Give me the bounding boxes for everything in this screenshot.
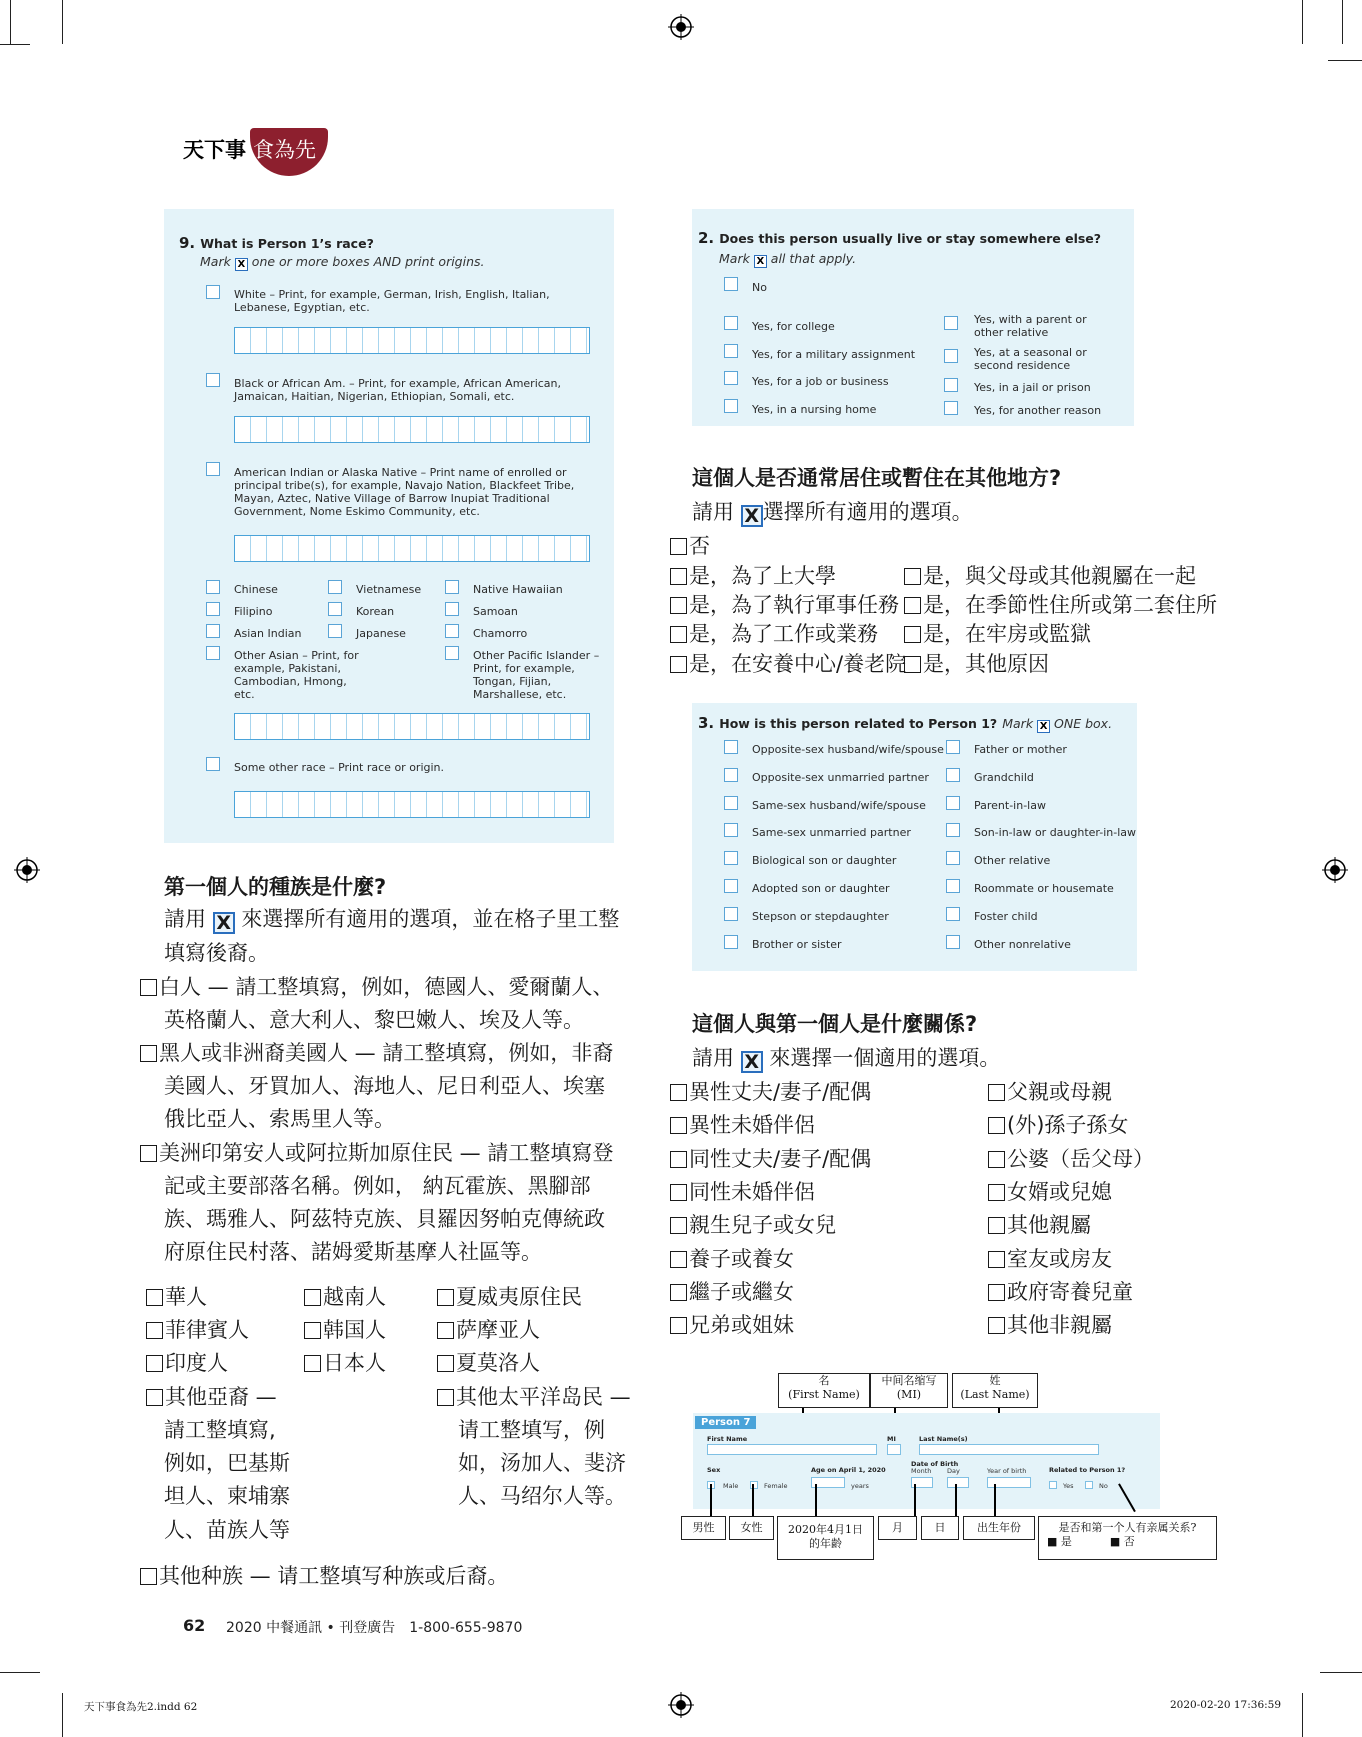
label-middle-initial: 中间名缩写 (MI): [870, 1373, 948, 1408]
checkbox-icon[interactable]: [988, 1217, 1005, 1234]
checkbox-icon[interactable]: [140, 1568, 157, 1585]
crop-mark: [0, 44, 30, 45]
checkbox-relationship[interactable]: [724, 823, 738, 837]
checkbox-icon[interactable]: [437, 1355, 454, 1372]
q2-zh-no: 否: [670, 530, 710, 560]
checkbox-icon[interactable]: [904, 656, 921, 673]
checkbox-relationship[interactable]: [724, 740, 738, 754]
q9-zh-other-asian: 其他亞裔 —: [146, 1381, 277, 1411]
q9-zh-option-black: 黑人或非洲裔美國人 — 請工整填寫，例如，非裔: [140, 1037, 613, 1067]
q2-zh-nursing: 是，在安養中心/養老院: [670, 648, 906, 678]
checkbox-icon[interactable]: [988, 1117, 1005, 1134]
option-korean: Korean: [356, 605, 395, 618]
arrow-icon: [815, 1484, 817, 1516]
registration-mark-icon: [1322, 857, 1348, 883]
day-input[interactable]: [947, 1477, 969, 1488]
q3-zh-option: 異性未婚伴侶: [670, 1109, 815, 1139]
question-number: 2.: [698, 229, 715, 247]
option-black: Black or African Am. – Print, for example, African American, Jamaican, Haitian, Nigerian, Ethiopian, Somali, etc.: [234, 377, 562, 403]
checkbox-icon[interactable]: [670, 1251, 687, 1268]
q3-zh-option: 養子或養女: [670, 1243, 794, 1273]
checkbox-relationship[interactable]: [946, 879, 960, 893]
q3-zh-option: 政府寄養兒童: [988, 1276, 1133, 1306]
q9-census-form: [164, 209, 614, 843]
option-college: Yes, for college: [752, 320, 835, 333]
option-relationship: Stepson or stepdaughter: [752, 909, 889, 923]
option-no: No: [752, 281, 767, 294]
checkbox-samoan[interactable]: [445, 602, 459, 616]
checkbox-relationship[interactable]: [946, 768, 960, 782]
q2-zh-college: 是，為了上大學: [670, 560, 836, 590]
arrow-icon: [994, 1484, 996, 1516]
checkbox-relationship[interactable]: [724, 879, 738, 893]
q2-zh-instruction: 請用 X 選擇所有適用的選項。: [692, 500, 973, 527]
checkbox-japanese[interactable]: [328, 624, 342, 638]
checkbox-korean[interactable]: [328, 602, 342, 616]
label-female: 女性: [729, 1516, 774, 1540]
label-month: 月: [878, 1516, 917, 1540]
question-instruction: Mark X one or more boxes AND print origins.: [200, 254, 485, 270]
checkbox-relationship[interactable]: [724, 796, 738, 810]
checkbox-relationship[interactable]: [724, 907, 738, 921]
q3-zh-option: (外)孫子孫女: [988, 1109, 1128, 1139]
x-mark-icon: X: [235, 258, 248, 271]
label-age: 2020年4月1日 的年齡: [777, 1516, 874, 1560]
checkbox-military[interactable]: [724, 344, 738, 358]
q3-zh-option: 異性丈夫/妻子/配偶: [670, 1076, 871, 1106]
arrow-icon: [752, 1484, 754, 1516]
checkbox-icon[interactable]: [140, 979, 157, 996]
q9-zh-japanese: 日本人: [304, 1347, 386, 1377]
checkbox-icon[interactable]: [437, 1322, 454, 1339]
q9-zh-instruction: 請用 X 來選擇所有適用的選項，並在格子里工整: [164, 907, 620, 934]
option-relationship: Foster child: [974, 909, 1038, 923]
checkbox-filipino[interactable]: [206, 602, 220, 616]
option-japanese: Japanese: [356, 627, 406, 640]
checkbox-icon[interactable]: [988, 1284, 1005, 1301]
checkbox-icon[interactable]: [304, 1322, 321, 1339]
option-relationship: Parent-in-law: [974, 798, 1046, 812]
checkbox-icon[interactable]: [988, 1184, 1005, 1201]
option-asian-indian: Asian Indian: [234, 627, 302, 640]
checkbox-relationship[interactable]: [946, 907, 960, 921]
q2-zh-jail: 是，在牢房或監獄: [904, 618, 1091, 648]
q9-zh-option-aian: 美洲印第安人或阿拉斯加原住民 — 請工整填寫登: [140, 1137, 613, 1167]
checkbox-icon[interactable]: [904, 568, 921, 585]
crop-mark: [62, 0, 63, 44]
checkbox-icon[interactable]: [437, 1289, 454, 1306]
option-relationship: Grandchild: [974, 770, 1034, 784]
option-nursing: Yes, in a nursing home: [752, 403, 877, 416]
checkbox-icon[interactable]: [304, 1355, 321, 1372]
q2-census-form: [692, 209, 1134, 426]
checkbox-relationship[interactable]: [946, 740, 960, 754]
checkbox-nursing[interactable]: [724, 399, 738, 413]
mi-input[interactable]: [887, 1444, 901, 1455]
checkbox-relationship[interactable]: [946, 823, 960, 837]
option-other-race: Some other race – Print race or origin.: [234, 761, 445, 774]
option-relationship: Son-in-law or daughter-in-law: [974, 826, 1136, 840]
option-other-reason: Yes, for another reason: [974, 404, 1102, 417]
checkbox-icon[interactable]: [670, 1317, 687, 1334]
checkbox-college[interactable]: [724, 316, 738, 330]
checkbox-icon[interactable]: [904, 626, 921, 643]
checkbox-icon[interactable]: [904, 597, 921, 614]
checkbox-no[interactable]: [724, 277, 738, 291]
option-relationship: Other relative: [974, 854, 1051, 868]
q9-zh-option-white: 白人 — 請工整填寫，例如，德國人、愛爾蘭人、: [140, 971, 613, 1001]
q9-zh-filipino: 菲律賓人: [146, 1314, 249, 1344]
option-job: Yes, for a job or business: [752, 375, 889, 388]
checkbox-asian-indian[interactable]: [206, 624, 220, 638]
q3-zh-option: 繼子或繼女: [670, 1276, 794, 1306]
question-number: 3.: [698, 714, 715, 732]
option-relationship: Same-sex unmarried partner: [752, 826, 911, 840]
checkbox-relationship[interactable]: [946, 796, 960, 810]
checkbox-icon[interactable]: [140, 1145, 157, 1162]
checkbox-icon[interactable]: [146, 1389, 163, 1406]
arrow-icon: [914, 1484, 916, 1516]
footer-text: 2020 中餐通訊 • 刊登廣告 1-800-655-9870: [226, 1620, 523, 1636]
option-relationship: Adopted son or daughter: [752, 882, 890, 895]
crop-mark: [10, 0, 11, 44]
q2-zh-parent: 是，與父母或其他親屬在一起: [904, 560, 1196, 590]
section-title-accent: 食為先: [253, 138, 316, 162]
checkbox-chinese[interactable]: [206, 580, 220, 594]
q3-zh-option: 同性丈夫/妻子/配偶: [670, 1143, 871, 1173]
checkbox-jail[interactable]: [944, 378, 958, 392]
q3-zh-title: 這個人與第一個人是什麼關係?: [692, 1012, 978, 1036]
q2-zh-seasonal: 是，在季節性住所或第二套住所: [904, 589, 1217, 619]
checkbox-icon[interactable]: [670, 626, 687, 643]
writein-asian-pacific[interactable]: [234, 713, 590, 740]
checkbox-icon[interactable]: [670, 1184, 687, 1201]
writein-white[interactable]: [234, 327, 590, 354]
option-filipino: Filipino: [234, 605, 273, 618]
q3-zh-option: 其他親屬: [988, 1209, 1091, 1239]
question-number: 9.: [179, 234, 196, 252]
checkbox-icon[interactable]: [670, 1117, 687, 1134]
q9-zh-other-pacific: 其他太平洋岛民 —: [437, 1381, 631, 1411]
question-instruction: Mark X all that apply.: [719, 251, 857, 267]
q3-census-form: 3. How is this person related to Person 1? Mark X ONE box. Opposite-sex husband/wife/spouse Opposite-sex unmarried partner Same-sex husband/wife/spouse Same-sex unmarried partner Biological son or daughter Adopted son or daughter Stepson or stepdaughter Brother or sister Father or mother Grandchild Parent-in-law Son-in-law or daughter-in-law Other relative Roommate or housemate Foster child Other nonrelative: [692, 703, 1137, 971]
checkbox-white[interactable]: [206, 285, 220, 299]
checkbox-icon[interactable]: [437, 1389, 454, 1406]
person7-form: Person 7 First Name MI Last Name(s) Sex Male Female Age on April 1, 2020 years Date of Birth Month Day Year of birth Related to Person 1? Yes No: [693, 1413, 1160, 1509]
q9-zh-chinese: 華人: [146, 1281, 207, 1311]
option-other-asian: Other Asian – Print, for example, Pakistani, Cambodian, Hmong, etc.: [234, 649, 359, 701]
checkbox-native-hawaiian[interactable]: [445, 580, 459, 594]
option-native-hawaiian: Native Hawaiian: [473, 583, 563, 596]
option-relationship: Same-sex husband/wife/spouse: [752, 798, 926, 812]
checkbox-icon[interactable]: [304, 1289, 321, 1306]
checkbox-icon[interactable]: [146, 1289, 163, 1306]
crop-mark: [1328, 60, 1362, 61]
writein-black[interactable]: [234, 416, 590, 443]
option-relationship: Biological son or daughter: [752, 854, 897, 868]
checkbox-icon[interactable]: [670, 568, 687, 585]
checkbox-other-pacific[interactable]: [445, 646, 459, 660]
checkbox-icon[interactable]: [146, 1322, 163, 1339]
q3-zh-option: 同性未婚伴侶: [670, 1176, 815, 1206]
option-relationship: Opposite-sex husband/wife/spouse: [752, 743, 944, 756]
checkbox-other-race[interactable]: [206, 757, 220, 771]
x-mark-icon: X: [213, 912, 235, 934]
q3-zh-option: 女婿或兒媳: [988, 1176, 1112, 1206]
q9-zh-vietnamese: 越南人: [304, 1281, 386, 1311]
first-name-input[interactable]: [707, 1444, 877, 1455]
q3-zh-option: 父親或母親: [988, 1076, 1112, 1106]
option-chamorro: Chamorro: [473, 627, 528, 640]
option-aian: American Indian or Alaska Native – Print name of enrolled or principal tribe(s), for example, Navajo Nation, Blackfeet Tribe, Mayan, Aztec, Native Village of Barrow Inupiat Traditional Government, Nome Eskimo Community, etc.: [234, 466, 575, 518]
checkbox-other-reason[interactable]: [944, 401, 958, 415]
q2-zh-other: 是，其他原因: [904, 648, 1049, 678]
checkbox-icon[interactable]: [140, 1045, 157, 1062]
option-relationship: Brother or sister: [752, 937, 842, 951]
registration-mark-icon: [14, 857, 40, 883]
checkbox-relationship[interactable]: [946, 935, 960, 949]
crop-mark: [1342, 0, 1343, 44]
checkbox-icon[interactable]: [670, 1084, 687, 1101]
checkbox-black[interactable]: [206, 373, 220, 387]
label-male: 男性: [681, 1516, 726, 1540]
x-mark-icon: X: [754, 255, 767, 268]
checkbox-icon[interactable]: [988, 1317, 1005, 1334]
x-mark-icon: X: [741, 1051, 763, 1073]
crop-mark: [1302, 1693, 1303, 1737]
checkbox-icon[interactable]: [670, 1284, 687, 1301]
label-day: 日: [921, 1516, 959, 1540]
q2-zh-job: 是，為了工作或業務: [670, 618, 878, 648]
crop-mark: [1302, 0, 1303, 44]
q3-zh-option: 其他非親屬: [988, 1309, 1112, 1339]
label-first-name: 名 (First Name): [778, 1373, 870, 1408]
checkbox-icon[interactable]: [988, 1151, 1005, 1168]
option-relationship: Father or mother: [974, 743, 1067, 756]
slug-filename: 天下事食為先2.indd 62: [84, 1701, 198, 1713]
option-jail: Yes, in a jail or prison: [974, 381, 1091, 394]
q9-zh-chamorro: 夏莫洛人: [437, 1347, 540, 1377]
crop-mark: [62, 1693, 63, 1737]
registration-mark-icon: [668, 14, 694, 40]
checkbox-icon[interactable]: [670, 656, 687, 673]
checkbox-seasonal[interactable]: [944, 349, 958, 363]
checkbox-yes[interactable]: [1049, 1481, 1057, 1489]
checkbox-icon[interactable]: [670, 597, 687, 614]
q3-zh-option: 親生兒子或女兒: [670, 1209, 836, 1239]
x-mark-icon: X: [1037, 720, 1050, 733]
option-parent: Yes, with a parent or other relative: [974, 313, 1087, 339]
checkbox-relationship[interactable]: [946, 851, 960, 865]
q3-zh-option: 室友或房友: [988, 1243, 1112, 1273]
page-number: 62: [183, 1616, 206, 1635]
label-birth-year: 出生年份: [963, 1516, 1035, 1540]
checkbox-icon[interactable]: [146, 1355, 163, 1372]
option-relationship: Other nonrelative: [974, 937, 1071, 951]
q9-zh-korean: 韩国人: [304, 1314, 386, 1344]
option-military: Yes, for a military assignment: [752, 348, 916, 361]
q2-zh-title: 這個人是否通常居住或暫住在其他地方?: [692, 466, 1062, 490]
checkbox-icon[interactable]: [670, 1151, 687, 1168]
option-samoan: Samoan: [473, 605, 518, 618]
question-title: Does this person usually live or stay somewhere else?: [719, 231, 1102, 246]
question-title: How is this person related to Person 1?: [719, 716, 998, 731]
q9-zh-title: 第一個人的種族是什麼?: [164, 875, 387, 899]
question-title: What is Person 1’s race?: [200, 236, 374, 251]
checkbox-chamorro[interactable]: [445, 624, 459, 638]
checkbox-job[interactable]: [724, 371, 738, 385]
checkbox-icon[interactable]: [670, 538, 687, 555]
slug-timestamp: 2020-02-20 17:36:59: [1170, 1699, 1282, 1711]
last-name-input[interactable]: [919, 1444, 1099, 1455]
q9-zh-instruction-cont: 填寫後裔。: [164, 941, 269, 965]
writein-other-race[interactable]: [234, 791, 590, 818]
q2-zh-military: 是，為了執行軍事任務: [670, 589, 899, 619]
checkbox-relationship[interactable]: [724, 768, 738, 782]
crop-mark: [0, 1672, 40, 1673]
checkbox-other-asian[interactable]: [206, 646, 220, 660]
option-seasonal: Yes, at a seasonal or second residence: [974, 346, 1087, 372]
option-relationship: Roommate or housemate: [974, 882, 1114, 895]
option-other-pacific: Other Pacific Islander – Print, for example, Tongan, Fijian, Marshallese, etc.: [473, 649, 600, 701]
arrow-icon: [955, 1484, 957, 1516]
checkbox-icon[interactable]: [670, 1217, 687, 1234]
checkbox-vietnamese[interactable]: [328, 580, 342, 594]
q3-zh-option: 兄弟或姐妹: [670, 1309, 794, 1339]
x-mark-icon: X: [741, 505, 763, 527]
q9-zh-asian-indian: 印度人: [146, 1347, 228, 1377]
option-relationship: Opposite-sex unmarried partner: [752, 770, 929, 784]
q3-zh-option: 公婆（岳父母）: [988, 1143, 1154, 1173]
option-vietnamese: Vietnamese: [356, 583, 422, 596]
section-title: 天下事: [183, 138, 246, 162]
person7-heading: Person 7: [695, 1416, 756, 1429]
arrow-icon: [710, 1484, 712, 1516]
q9-zh-other-race: 其他种族 — 请工整填写种族或后裔。: [140, 1560, 508, 1590]
q9-zh-native-hawaiian: 夏威夷原住民: [437, 1281, 582, 1311]
label-related: 是否和第一个人有亲属关系? ■ 是 ■ 否: [1038, 1516, 1217, 1560]
checkbox-icon[interactable]: [988, 1251, 1005, 1268]
q9-zh-samoan: 萨摩亚人: [437, 1314, 540, 1344]
checkbox-no[interactable]: [1085, 1481, 1093, 1489]
checkbox-aian[interactable]: [206, 462, 220, 476]
crop-mark: [1320, 1672, 1362, 1673]
q3-zh-instruction: 請用 X 來選擇一個適用的選項。: [692, 1046, 1001, 1073]
option-white: White – Print, for example, German, Irish, English, Italian, Lebanese, Egyptian, etc.: [234, 288, 550, 314]
label-last-name: 姓 (Last Name): [952, 1373, 1038, 1408]
checkbox-parent[interactable]: [944, 316, 958, 330]
option-chinese: Chinese: [234, 583, 278, 596]
checkbox-relationship[interactable]: [724, 851, 738, 865]
registration-mark-icon: [668, 1692, 694, 1718]
writein-aian[interactable]: [234, 535, 590, 562]
checkbox-relationship[interactable]: [724, 935, 738, 949]
checkbox-icon[interactable]: [988, 1084, 1005, 1101]
